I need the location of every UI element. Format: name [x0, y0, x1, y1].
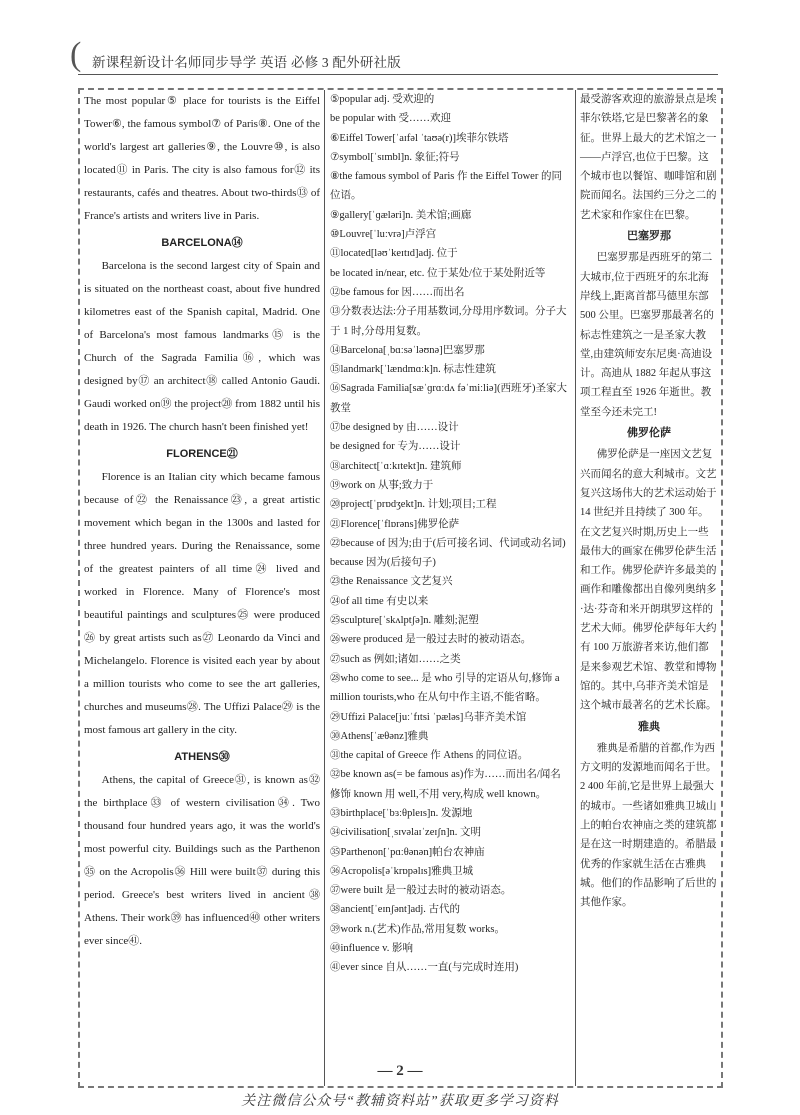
page-header [70, 36, 718, 73]
vocab-note: ㉟Parthenon[ˈpɑːθənən]帕台农神庙 [330, 846, 485, 858]
section-heading: 佛罗伦萨 [627, 427, 671, 440]
vocab-note: ㉓the Renaissance 文艺复兴 [330, 576, 453, 588]
vocab-note: ⑱architect[ˈɑːkɪtekt]n. 建筑师 [330, 460, 462, 472]
header-rule [78, 74, 718, 75]
paragraph: Barcelona is the second largest city of Spain and is situated on the northeast coast, about five hundred kilometres east of the Spanish capital, Madrid. One of Barcelona's most famous landmarks⑮ is the Church of the Sagrada Familia⑯, which was designed by⑰ an architect⑱ called Antonio Gaudi. Gaudi worked on⑲ the project⑳ from 1882 until his death in 1926. The church hasn't been finished yet! [84, 260, 320, 433]
vocab-note: ⑥Eiffel Tower[ˈaɪfəl ˈtaʊə(r)]埃菲尔铁塔 [330, 132, 509, 144]
english-text-column [84, 90, 320, 953]
paragraph: Athens, the capital of Greece㉛, is known as㉜ the birthplace㉝ of western civilisation㉞. Two thousand four hundred years ago, it was the world's most powerful city. Buildings such as the Parthenon㉟ on the Acropolis㊱ Hill were built㊲ during this period. Greece's best writers lived in ancient㊳ Athens. Their work㊴ has influenced㊵ other writers ever since㊶. [84, 774, 320, 947]
vocab-note: ㉜be known as(= be famous as)作为……而出名/闻名 [330, 769, 561, 781]
vocab-note: ⑰be designed by 由……设计 [330, 422, 459, 434]
notes-column [330, 90, 570, 978]
vocab-note: ⑩Louvre[ˈluːvrə]卢浮宫 [330, 229, 437, 241]
vocab-note: ㉛the capital of Greece 作 Athens 的同位语。 [330, 750, 529, 762]
bracket-ornament: ( [70, 36, 82, 73]
vocab-note: ㉙Uffizi Palace[juːˈfɪtsi ˈpæləs]乌菲齐美术馆 [330, 711, 527, 723]
vocab-note: ⑪located[ləʊˈkeɪtɪd]adj. 位于 [330, 248, 458, 260]
vocab-note: ㉔of all time 有史以来 [330, 595, 429, 607]
vocab-note: ⑮landmark[ˈlændmɑːk]n. 标志性建筑 [330, 364, 496, 376]
section-heading: FLORENCE㉑ [166, 448, 238, 460]
vocab-note: be popular with 受……欢迎 [330, 113, 452, 125]
section-heading: 巴塞罗那 [627, 230, 671, 243]
translation-column [580, 90, 718, 912]
section-heading: 雅典 [638, 720, 660, 733]
vocab-note: 修饰 known 用 well,不用 very,构成 well known。 [330, 788, 547, 800]
footer-note: 关注微信公众号“教辅资料站”获取更多学习资料 [241, 1094, 559, 1109]
vocab-note: ㉝birthplace[ˈbɜːθpleɪs]n. 发源地 [330, 807, 473, 819]
vocab-note: ⑧the famous symbol of Paris 作 the Eiffel Tower 的同位语。 [330, 171, 562, 202]
column-divider-right [575, 90, 576, 1086]
vocab-note: ⑬分数表达法:分子用基数词,分母用序数词。分子大于 1 时,分母用复数。 [330, 306, 567, 337]
vocab-note: ⑲work on 从事;致力于 [330, 479, 434, 491]
vocab-note: ⑫be famous for 因……而出名 [330, 286, 465, 298]
vocab-note: ㊴work n.(艺术)作品,常用复数 works。 [330, 923, 505, 935]
paragraph: 最受游客欢迎的旅游景点是埃菲尔铁塔,它是巴黎著名的象征。世界上最大的艺术馆之一——卢浮宫,也位于巴黎。这个城市也以餐馆、咖啡馆和剧院而闻名。法国约三分之二的艺术家和作家住在巴黎。 [580, 94, 717, 221]
vocab-note: ㉑Florence[ˈflɒrəns]佛罗伦萨 [330, 518, 460, 530]
section-heading: ATHENS㉚ [174, 751, 230, 763]
vocab-note: ㊱Acropolis[əˈkrɒpəlɪs]雅典卫城 [330, 865, 474, 877]
vocab-note: ㊳ancient[ˈeɪnʃənt]adj. 古代的 [330, 904, 461, 916]
vocab-note: ㉕sculpture[ˈskʌlptʃə]n. 雕刻;泥塑 [330, 615, 479, 627]
vocab-note: ㊲were built 是一般过去时的被动语态。 [330, 885, 512, 897]
vocab-note: because 因为(后接句子) [330, 557, 436, 569]
vocab-note: ㊶ever since 自从……一直(与完成时连用) [330, 962, 519, 974]
vocab-note: ㉚Athens[ˈæθənz]雅典 [330, 730, 429, 742]
vocab-note: ⑤popular adj. 受欢迎的 [330, 94, 435, 105]
paragraph: 巴塞罗那是西班牙的第二大城市,位于西班牙的东北海岸线上,距离首都马德里东部 500 公里。巴塞罗那最著名的标志性建筑之一是圣家大教堂,由建筑师安东尼奥·高迪设计。高迪从 1882 年起从事这项工程直至 1926 年逝世。教堂至今还未完工! [580, 252, 714, 418]
vocab-note: be designed for 专为……设计 [330, 441, 461, 453]
vocab-note: ㉘who come to see... 是 who 引导的定语从句,修饰 a million tourists,who 在从句中作主语,不能省略。 [330, 672, 560, 704]
vocab-note: ⑨gallery[ˈɡæləri]n. 美术馆;画廊 [330, 209, 472, 221]
vocab-note: ㉖were produced 是一般过去时的被动语态。 [330, 634, 532, 646]
paragraph: Florence is an Italian city which became famous because of㉒ the Renaissance㉓, a great artistic movement which began in the 1300s and lasted for three hundred years. During the Renaissance, some of the greatest painters of all time㉔ lived and worked in Florence. Many of Florence's most beautiful paintings and sculptures㉕ were produced㉖ by great artists such as㉗ Leonardo da Vinci and Michelangelo. Florence is visited each year by about a million tourists who come to see the art galleries, churches and museums㉘. The Uffizi Palace㉙ is the most famous art gallery in the city. [84, 471, 320, 736]
header-title: 新课程新设计名师同步导学 英语 必修 3 配外研社版 [92, 55, 401, 70]
paragraph: 佛罗伦萨是一座因文艺复兴而闻名的意大利城市。文艺复兴这场伟大的艺术运动始于 14 世纪并且持续了 300 年。在文艺复兴时期,历史上一些最伟大的画家在佛罗伦萨生活和工作。佛罗伦萨许多最美的画作和雕像都出自像列奥纳多·达·芬奇和米开朗琪罗这样的艺术大师。佛罗伦萨每年大约有 100 万旅游者来访,他们都是来参观艺术馆、教堂和博物馆的。其中,乌菲齐美术馆是这个城市最著名的艺术长廊。 [580, 449, 717, 712]
paragraph: The most popular⑤ place for tourists is the Eiffel Tower⑥, the famous symbol⑦ of Paris⑧. One of the world's largest art galleries⑨, the Louvre⑩, is also located⑪ in Paris. The city is also famous for⑫ its restaurants, cafés and theatres. About two-thirds⑬ of France's artists and writers live in Paris. [84, 95, 320, 222]
vocab-note: be located in/near, etc. 位于某处/位于某处附近等 [330, 267, 546, 279]
section-heading: BARCELONA⑭ [161, 237, 243, 249]
vocab-note: ㉞civilisation[ˌsɪvəlaɪˈzeɪʃn]n. 文明 [330, 827, 482, 839]
vocab-note: ⑳project[ˈprɒdʒekt]n. 计划;项目;工程 [330, 499, 497, 511]
vocab-note: ⑦symbol[ˈsɪmbl]n. 象征;符号 [330, 151, 460, 163]
page-number: — 2 — [377, 1063, 423, 1079]
vocab-note: ㉒because of 因为;由于(后可接名词、代词或动名词) [330, 537, 566, 549]
paragraph: 雅典是希腊的首都,作为西方文明的发源地而闻名于世。2 400 年前,它是世界上最强大的城市。一些诸如雅典卫城山上的帕台农神庙之类的建筑都是在这一时期建造的。希腊最优秀的作家就生活在古雅典城。他们的作品影响了后世的其他作家。 [580, 742, 717, 909]
vocab-note: ⑭Barcelona[ˌbɑːsəˈləʊnə]巴塞罗那 [330, 344, 485, 356]
vocab-note: ㉗such as 例如;诸如……之类 [330, 653, 461, 665]
column-divider-left [324, 90, 325, 1086]
vocab-note: ㊵influence v. 影响 [330, 943, 414, 955]
vocab-note: ⑯Sagrada Familia[sæˈɡrɑːdʌ fəˈmiːliə](西班牙)圣家大教堂 [330, 383, 568, 414]
